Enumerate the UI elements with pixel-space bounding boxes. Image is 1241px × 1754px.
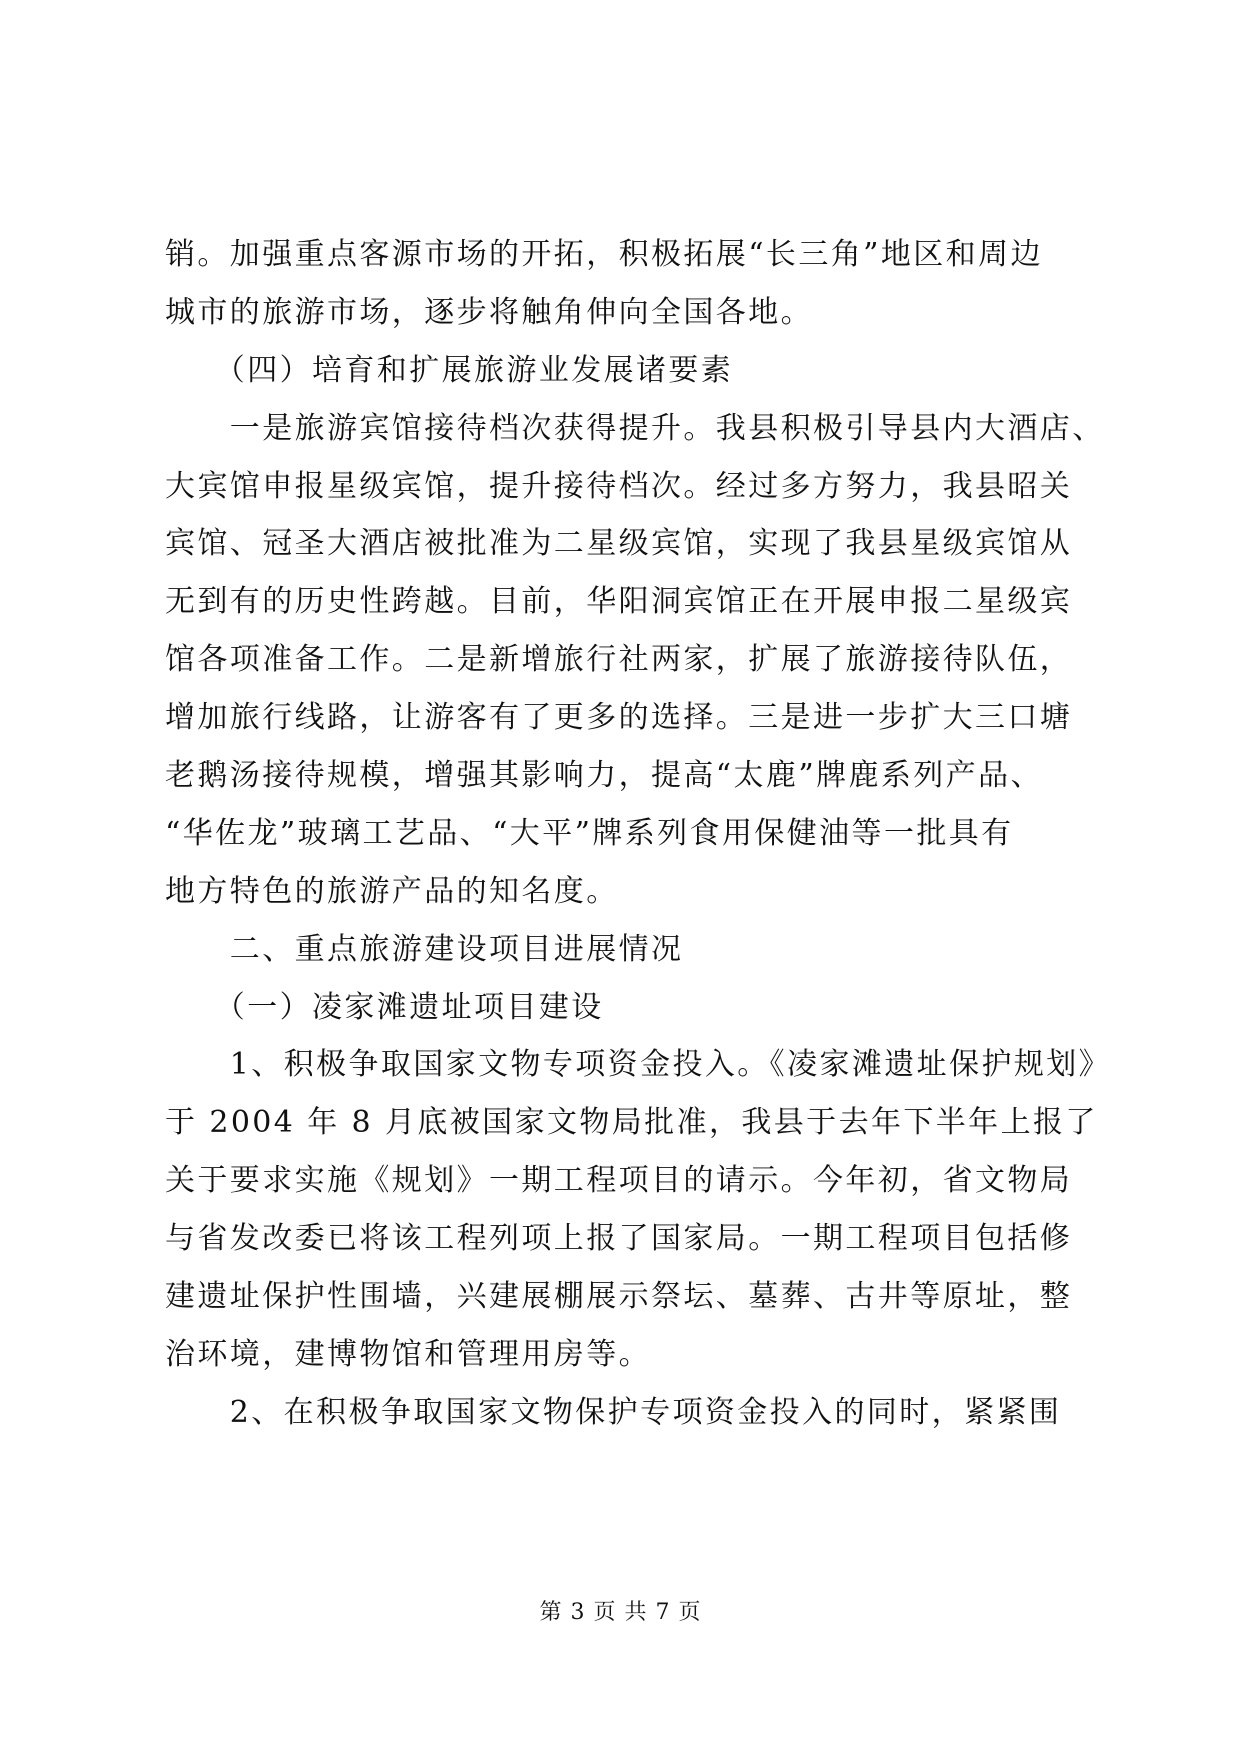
text-line: 馆各项准备工作。二是新增旅行社两家，扩展了旅游接待队伍， — [165, 642, 1073, 678]
text-line: 宾馆、冠圣大酒店被批准为二星级宾馆，实现了我县星级宾馆从 — [165, 526, 1073, 562]
body-text — [165, 226, 1112, 1442]
text-line: 地方特色的旅游产品的知名度。 — [165, 873, 619, 909]
text-line: 于 2004 年 8 月底被国家文物局批准，我县于去年下半年上报了 — [165, 1105, 1098, 1141]
text-line: 城市的旅游市场，逐步将触角伸向全国各地。 — [165, 294, 813, 330]
subsection-heading: （一）凌家滩遗址项目建设 — [165, 989, 604, 1025]
page-footer: 第 3 页 共 7 页 — [539, 1600, 702, 1625]
text-line: 1、积极争取国家文物专项资金投入。《凌家滩遗址保护规划》 — [165, 1047, 1112, 1083]
text-line: “华佐龙”玻璃工艺品、“大平”牌系列食用保健油等一批具有 — [165, 815, 1014, 851]
text-line: 建遗址保护性围墙，兴建展棚展示祭坛、墓葬、古井等原址，整 — [165, 1279, 1073, 1315]
text-line: 老鹅汤接待规模，增强其影响力，提高“太鹿”牌鹿系列产品、 — [165, 758, 1043, 794]
text-line: 2、在积极争取国家文物保护专项资金投入的同时，紧紧围 — [165, 1394, 1062, 1430]
text-line: 与省发改委已将该工程列项上报了国家局。一期工程项目包括修 — [165, 1221, 1073, 1257]
text-line: 治环境，建博物馆和管理用房等。 — [165, 1336, 651, 1372]
text-line: 销。加强重点客源市场的开拓，积极拓展“长三角”地区和周边 — [165, 237, 1043, 272]
section-heading: （四）培育和扩展旅游业发展诸要素 — [165, 352, 734, 388]
section-heading: 二、重点旅游建设项目进展情况 — [165, 931, 684, 967]
text-line: 无到有的历史性跨越。目前，华阳洞宾馆正在开展申报二星级宾 — [165, 584, 1073, 620]
text-line: 大宾馆申报星级宾馆，提升接待档次。经过多方努力，我县昭关 — [165, 468, 1073, 504]
text-line: 关于要求实施《规划》一期工程项目的请示。今年初，省文物局 — [165, 1163, 1073, 1199]
text-line: 一是旅游宾馆接待档次获得提升。我县积极引导县内大酒店、 — [165, 410, 1105, 446]
text-line: 增加旅行线路，让游客有了更多的选择。三是进一步扩大三口塘 — [165, 700, 1073, 736]
